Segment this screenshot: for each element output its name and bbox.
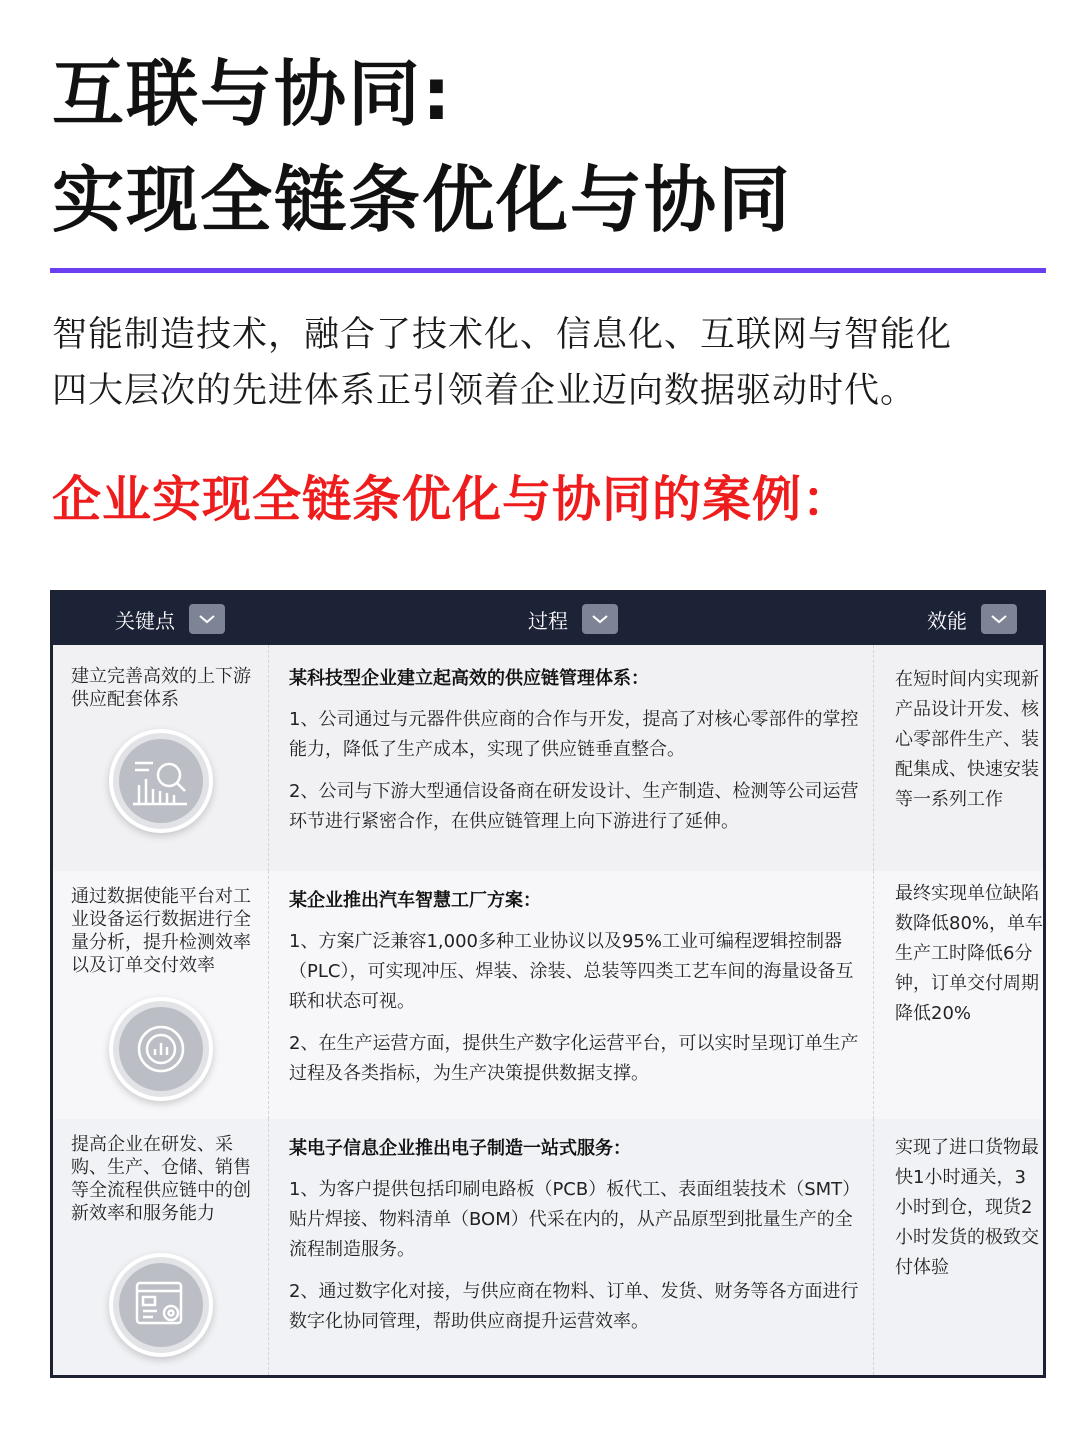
key-point-text: 建立完善高效的上下游供应配套体系 xyxy=(71,666,251,710)
case-title: 某企业推出汽车智慧工厂方案： xyxy=(289,890,541,911)
intro-line-2: 四大层次的先进体系正引领着企业迈向数据驱动时代。 xyxy=(52,371,917,411)
column-header-effect xyxy=(927,593,1017,645)
column-divider xyxy=(268,1119,269,1375)
web-settings-icon xyxy=(109,1253,213,1357)
process-paragraph: 2、在生产运营方面，提供生产数字化运营平台，可以实时呈现订单生产过程及各类指标，为生产决策提供数据支撑。 xyxy=(289,1033,859,1084)
column-header-label: 效能 xyxy=(927,608,967,633)
chevron-down-icon[interactable] xyxy=(189,604,225,634)
page-title-line-2: 实现全链条优化与协同 xyxy=(52,158,793,242)
table-row xyxy=(53,871,1043,1119)
section-title: 企业实现全链条优化与协同的案例： xyxy=(52,471,853,528)
process-cell xyxy=(289,667,859,849)
column-divider xyxy=(873,871,874,1119)
page-title-line-1: 互联与协同: xyxy=(52,52,453,136)
effect-text: 实现了进口货物最快1小时通关，3小时到仓，现货2小时发货的极致交付体验 xyxy=(895,1137,1039,1278)
process-paragraph: 1、方案广泛兼容1,000多种工业协议以及95%工业可编程逻辑控制器（PLC），可实现冲压、焊装、涂装、总装等四类工艺车间的海量设备互联和状态可视。 xyxy=(289,931,854,1012)
case-title: 某电子信息企业推出电子制造一站式服务： xyxy=(289,1138,631,1159)
data-dashboard-icon xyxy=(109,997,213,1101)
column-header-process xyxy=(528,593,618,645)
process-paragraph: 1、为客户提供包括印刷电路板（PCB）板代工、表面组装技术（SMT）贴片焊接、物料清单（BOM）代采在内的，从产品原型到批量生产的全流程制造服务。 xyxy=(289,1179,853,1260)
process-cell xyxy=(289,1137,859,1349)
case-table xyxy=(50,590,1046,1378)
chevron-down-icon[interactable] xyxy=(582,604,618,634)
column-header-label: 关键点 xyxy=(115,608,175,633)
process-paragraph: 2、公司与下游大型通信设备商在研发设计、生产制造、检测等公司运营环节进行紧密合作，在供应链管理上向下游进行了延伸。 xyxy=(289,781,859,832)
column-divider xyxy=(873,645,874,871)
key-point-text: 提高企业在研发、采购、生产、仓储、销售等全流程供应链中的创新效率和服务能力 xyxy=(71,1134,251,1224)
case-title: 某科技型企业建立起高效的供应链管理体系： xyxy=(289,668,649,689)
column-divider xyxy=(268,871,269,1119)
chart-analysis-icon xyxy=(109,729,213,833)
column-header-label: 过程 xyxy=(528,608,568,633)
effect-text: 最终实现单位缺陷数降低80%，单车生产工时降低6分钟，订单交付周期降低20% xyxy=(895,883,1044,1024)
column-divider xyxy=(873,1119,874,1375)
process-paragraph: 2、通过数字化对接，与供应商在物料、订单、发货、财务等各方面进行数字化协同管理，帮助供应商提升运营效率。 xyxy=(289,1281,859,1332)
table-row xyxy=(53,1119,1043,1375)
column-divider xyxy=(268,645,269,871)
process-paragraph: 1、公司通过与元器件供应商的合作与开发，提高了对核心零部件的掌控能力，降低了生产成本，实现了供应链垂直整合。 xyxy=(289,709,859,760)
table-row xyxy=(53,645,1043,871)
intro-line-1: 智能制造技术，融合了技术化、信息化、互联网与智能化 xyxy=(52,315,953,355)
title-divider xyxy=(50,268,1046,273)
key-point-text: 通过数据使能平台对工业设备运行数据进行全量分析，提升检测效率以及订单交付效率 xyxy=(71,886,251,976)
process-cell xyxy=(289,889,859,1101)
effect-text: 在短时间内实现新产品设计开发、核心零部件生产、装配集成、快速安装等一系列工作 xyxy=(895,669,1039,810)
column-header-key-point xyxy=(115,593,225,645)
table-header xyxy=(53,593,1043,645)
chevron-down-icon[interactable] xyxy=(981,604,1017,634)
